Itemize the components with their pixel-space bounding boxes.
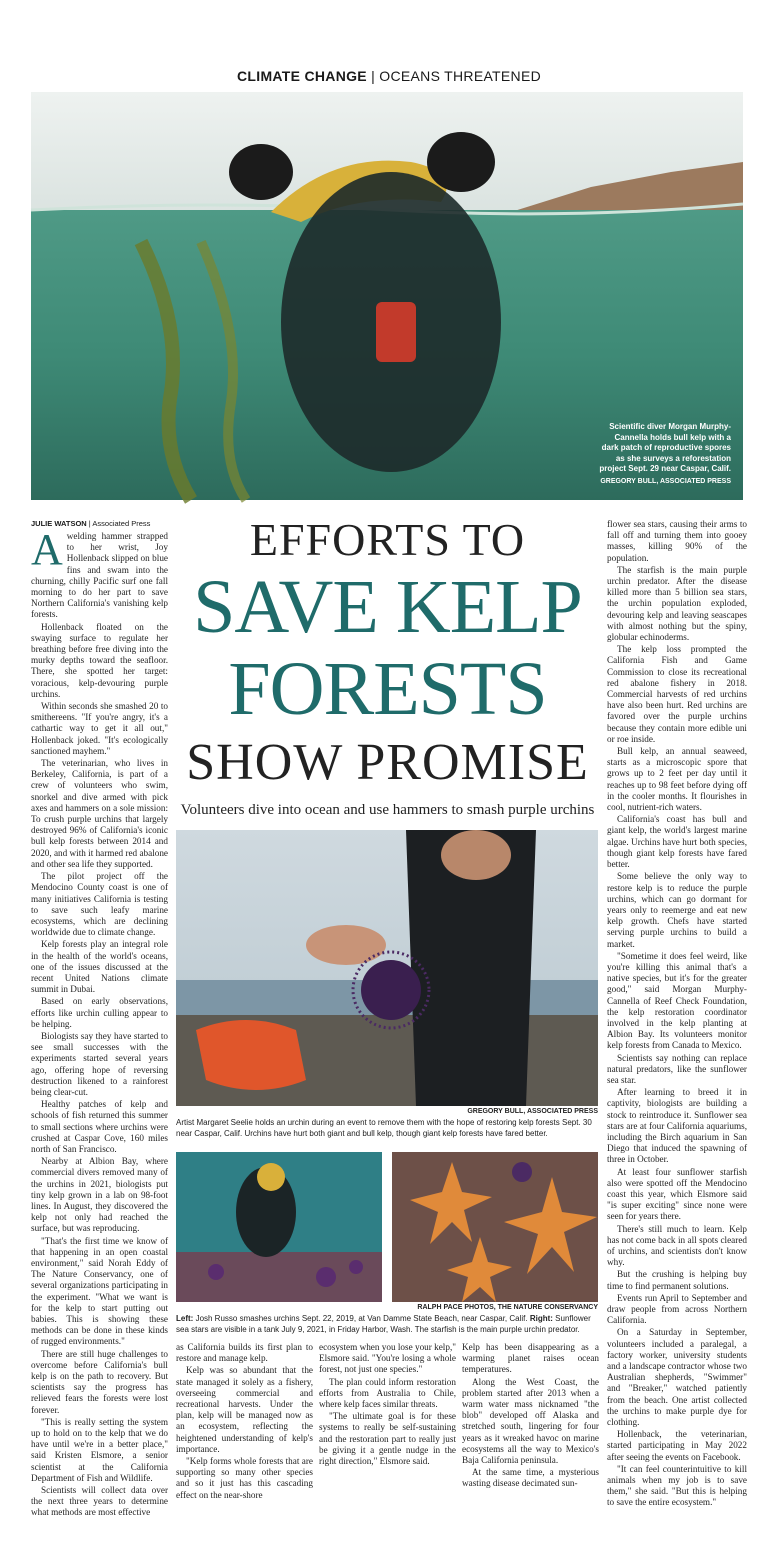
paragraph: But the crushing is helping buy time to find permanent solutions.	[607, 1269, 747, 1291]
paragraph: "The ultimate goal is for these systems to really be self-sustaining and the restoration part to really just be giving it a gentle nudge in the right direction," Elsmore said.	[319, 1411, 456, 1467]
paragraph: "It can feel counterintuitive to kill animals when my job is to save them," she said. "But this is helping to save the entire ecosystem."	[607, 1463, 747, 1508]
paragraph: Healthy patches of kelp and schools of fish returned this summer to small sections where urchins were crushed at Caspar Cove, 160 miles north of San Francisco.	[31, 1099, 168, 1154]
bottom-left-photo	[176, 1152, 382, 1302]
byline: JULIE WATSON | Associated Press	[31, 519, 151, 528]
paragraph: Based on early observations, efforts like urchin culling appear to be helping.	[31, 996, 168, 1029]
dek: Volunteers dive into ocean and use hammers to smash purple urchins	[180, 802, 595, 818]
drop-cap: A	[31, 525, 63, 574]
paragraph: Bull kelp, an annual seaweed, starts as a microscopic spore that grows up to 2 feet per day until it reaches up to 98 feet before dying off in the cooler months. It flourishes in cool, nutrient-rich waters.	[607, 746, 747, 813]
bottom-right-photo	[392, 1152, 598, 1302]
headline-line-3: FORESTS	[228, 647, 547, 731]
paragraph: Some believe the only way to restore kelp is to reduce the purple urchins, which can go dormant for years only to reemerge and eat new kelp growth. Chefs have started serving purple urchins to build a market.	[607, 871, 747, 949]
subsection-label: OCEANS THREATENED	[379, 68, 541, 84]
paragraph: The plan could inform restoration efforts from Australia to Chile, where kelp faces similar threats.	[319, 1376, 456, 1410]
top-photo	[31, 92, 743, 500]
paragraph: Kelp was so abundant that the state managed it solely as a fishery, overseeing commercial and recreational harvests. Under the plan, kelp will be managed now as an ecosystem, reflecting the heightened understanding of kelp's importance.	[176, 1365, 313, 1454]
paragraph: Scientists will collect data over the next three years to determine what methods are most effective	[31, 1485, 168, 1518]
headline-line-1: EFFORTS TO	[249, 514, 526, 565]
paragraph: as California builds its first plan to restore and manage kelp.	[176, 1342, 313, 1364]
paragraph: At least four sunflower starfish also were spotted off the Mendocino coast this year, which Elsmore said "is super exciting" since none were seen for years there.	[607, 1166, 747, 1222]
byline-org: Associated Press	[92, 519, 151, 528]
article-column-5	[607, 519, 747, 1514]
paragraph: The kelp loss prompted the California Fish and Game Commission to close its recreational red abalone fishery in 2018. Commercial harvests of red urchins have also been hurt. Red urchins are favored over the purple urchins because they contain more edible uni or roe inside.	[607, 644, 747, 744]
paragraph: On a Saturday in September, volunteers included a paralegal, a factory worker, university students and a landscape contractor whose two Australian shepherds, "Swimmer" and "Breaker," watched patiently from the beach. One artist collected the urchins to make purple dye for clothing.	[607, 1327, 747, 1428]
top-photo-caption-text: Scientific diver Morgan Murphy-Cannella holds bull kelp with a dark patch of reproductive spores as she surveys a reforestation project Sept. 29 near Caspar, Calif.	[599, 422, 731, 473]
sunflower-sea-stars-image	[392, 1152, 598, 1302]
paragraph: The veterinarian, who lives in Berkeley, California, is part of a crew of volunteers who swim, snorkel and dive armed with pick axes and hammers on a sole mission: To crush purple urchins that largely destroyed 96% of California's iconic bull kelp forests between 2014 and 2020, and with it harmed red abalone and other sea life they supported.	[31, 758, 169, 869]
paragraph: There's still much to learn. Kelp has not come back in all spots cleared of urchins, and scientists don't know why.	[607, 1223, 747, 1268]
paragraph: "Kelp forms whole forests that are supporting so many other species and so it just has this cascading effect on the near-shore	[176, 1456, 313, 1500]
paragraph: welding hammer strapped to her wrist, Joy Hollenback slipped on blue fins and swam into the churning, chilly Pacific surf one fall morning to do her part to save Northern California's vanishing kelp forests.	[31, 531, 168, 620]
paragraph: At the same time, a mysterious wasting disease decimated sun-	[462, 1467, 599, 1489]
paragraph: Kelp forests play an integral role in the health of the world's oceans, one of the issues discussed at the recent United Nations climate summit in Dubai.	[31, 939, 168, 995]
paragraph: Kelp has been disappearing as a warming planet raises ocean temperatures.	[462, 1342, 599, 1375]
top-photo-credit: GREGORY BULL, ASSOCIATED PRESS	[600, 477, 731, 485]
caption-left-label: Left:	[176, 1314, 194, 1323]
paragraph: Hollenback, the veterinarian, started participating in May 2022 after seeing the events on Facebook.	[607, 1429, 747, 1462]
article-column-1	[31, 525, 169, 1518]
middle-photo	[176, 830, 598, 1106]
section-label: CLIMATE CHANGE	[237, 68, 367, 84]
paragraph: "This is really setting the system up to hold on to the kelp that we do have until we're in a better place," said Kristen Elsmore, a senior scientist at the California Department of Fish and Wildlife.	[31, 1416, 168, 1483]
caption-left-text: Josh Russo smashes urchins Sept. 22, 2019, at Van Damme State Beach, near Caspar, Calif.	[195, 1314, 528, 1323]
paragraph: Hollenback floated on the swaying surface to regulate her breathing before free diving into the murky depths toward the seafloor. There, she spotted her target: voracious, kelp-devouring purple urchins.	[31, 621, 168, 699]
headline-line-4: SHOW PROMISE	[186, 734, 589, 791]
paragraph: The starfish is the main purple urchin predator. After the disease killed more than 5 billion sea stars, the urchin population exploded, devouring kelp and leaving seascapes with almost nothing but the spiny, globular echinoderms.	[607, 564, 747, 643]
paragraph: Scientists say nothing can replace natural predators, like the sunflower sea star.	[607, 1052, 747, 1085]
caption-right-text: Sunflower sea stars are visible in a tank July 9, 2021, in Friday Harbor, Wash. The starfish is the main purple urchin predator.	[176, 1314, 591, 1334]
paragraph: Within seconds she smashed 20 to smithereens. "If you're angry, it's a cathartic way to get it all out," Hollenback joked. "It's ecologically sanctioned mayhem."	[31, 701, 168, 756]
article-column-3	[319, 1342, 456, 1517]
section-kicker	[0, 68, 778, 84]
top-photo-caption	[596, 422, 731, 487]
paragraph: Along the West Coast, the problem started after 2013 when a warm water mass nicknamed "the blob" developed off Alaska and stretched south, lingering for four years as it wreaked havoc on marine ecosystems all the way to Mexico's Baja California peninsula.	[462, 1376, 599, 1466]
middle-photo-caption: Artist Margaret Seelie holds an urchin during an event to remove them with the hope of restoring kelp forests Sept. 30 near Caspar, Calif. Urchins have hurt both giant and bull kelp, though giant kelp forests have fared better.	[176, 1118, 592, 1138]
paragraph: Nearby at Albion Bay, where commercial divers removed many of the urchins in 2021, biologists put tiny kelp grown in a lab on 98-foot lines. In August, they discovered the kelp not only had reached the surface, but was reproducing.	[31, 1156, 168, 1234]
paragraph: There are still huge challenges to overcome before California's bull kelp is on the path to recovery. But scientists say the progress has relieved fears the forests were lost forever.	[31, 1348, 168, 1415]
paragraph: "Sometime it does feel weird, like you're killing this animal that's a native species, but it's for the greater good," said Morgan Murphy-Cannella of Reef Check Foundation, the kelp restoration coordinator involved in the kelp planting at Albion Bay. Its volunteers monitor kelp forests from Canada to Mexico.	[607, 950, 747, 1051]
paragraph: The pilot project off the Mendocino County coast is one of many initiatives California is testing to save such leafy marine ecosystems, which are declining worldwide due to climate change.	[31, 871, 168, 938]
bottom-photos-caption	[176, 1314, 598, 1335]
caption-right-label: Right:	[529, 1314, 553, 1323]
bottom-photos-credit: RALPH PACE PHOTOS, THE NATURE CONSERVANCY	[417, 1304, 598, 1311]
middle-photo-credit: GREGORY BULL, ASSOCIATED PRESS	[467, 1108, 598, 1115]
kicker-separator: |	[371, 68, 376, 84]
paragraph: flower sea stars, causing their arms to fall off and turning them into gooey masses, killing 90% of the population.	[607, 519, 747, 563]
paragraph: Events run April to September and draw people from across Northern California.	[607, 1292, 747, 1326]
headline-line-2: SAVE KELP	[193, 565, 582, 649]
article-column-4	[462, 1342, 599, 1517]
urchin-held-image	[176, 830, 598, 1106]
paragraph: "That's the first time we know of that happening in an open coastal environment," said Norah Eddy of The Nature Conservancy, one of several organizations participating in the experiment. "What we want is for the kelp to start putting out babies. This is showing these methods can be done in these kinds of rugged environments."	[31, 1235, 168, 1347]
paragraph: California's coast has bull and giant kelp, the world's largest marine algae. Urchins have hurt both species, though giant kelp forests have fared better.	[607, 814, 747, 870]
article-column-2	[176, 1342, 313, 1517]
byline-name: JULIE WATSON	[31, 519, 87, 528]
paragraph: Biologists say they have started to see small successes with the experiments started several years ago, offering hope of reversing destruction likened to a rainforest being clear-cut.	[31, 1030, 168, 1097]
paragraph: After learning to breed it in captivity, biologists are building a stock to reintroduce it. Sunflower sea stars are at four California aquariums, including the Birch aquarium in San Diego that induced the spawning of three in October.	[607, 1087, 747, 1165]
diver-smashing-urchins-image	[176, 1152, 382, 1302]
paragraph: ecosystem when you lose your kelp," Elsmore said. "You're losing a whole forest, not just one species."	[319, 1342, 456, 1375]
